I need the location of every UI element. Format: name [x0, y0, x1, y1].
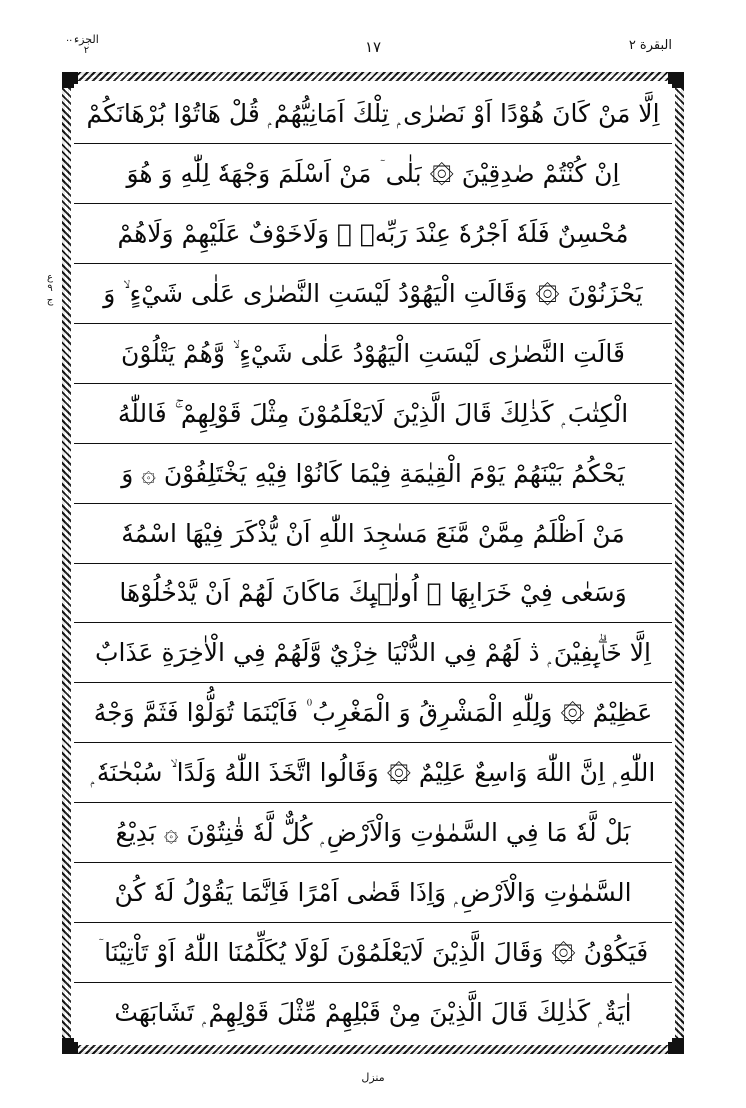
decorative-border-frame	[62, 72, 684, 1054]
verse-line-text: اٰيَةٌ ۭ كَذٰلِكَ قَالَ الَّذِيْنَ مِنْ قَبْلِهِمْ مِّثْلَ قَوْلِهِمْ ۭ تَشَابَهَتْ	[114, 998, 632, 1028]
verse-line-text: السَّمٰوٰتِ وَالْاَرْضِ ۭ وَاِذَا قَضٰى اَمْرًا فَاِنَّمَا يَقُوْلُ لَهٗ كُنْ	[114, 878, 632, 908]
verse-line-text: يَحْكُمُ بَيْنَهُمْ يَوْمَ الْقِيٰمَةِ فِيْمَا كَانُوْا فِيْهِ يَخْتَلِفُوْنَ ۞ وَ	[121, 458, 625, 488]
verse-line-text: قَالَتِ النَّصٰرٰى لَيْسَتِ الْيَهُوْدُ عَلٰى شَيْءٍ ۙ وَّهُمْ يَتْلُوْنَ	[121, 338, 625, 368]
verse-line-text: مُحْسِنٌ فَلَهٗ اَجْرُهٗ عِنْدَ رَبِّهٖ ۠ وَلَاخَوْفٌ عَلَيْهِمْ وَلَاهُمْ	[117, 218, 629, 248]
top-tick-mark: ··	[66, 36, 73, 47]
verse-line-text: فَيَكُوْنُ ۞ وَقَالَ الَّذِيْنَ لَايَعْلَمُوْنَ لَوْلَا يُكَلِّمُنَا اللّٰهُ اَوْ تَاْتِيْنَا ۤ	[97, 938, 649, 968]
juz-label-line1: الجزء	[74, 33, 99, 46]
page-number-label: ١٧	[364, 38, 382, 56]
verse-line-text: اِلَّا مَنْ كَانَ هُوْدًا اَوْ نَصٰرٰى ۭ تِلْكَ اَمَانِيُّهُمْ ۭ قُلْ هَاتُوْا بُرْهَانَكُمْ	[86, 98, 660, 128]
ruku-marker-line-3: ج	[46, 294, 54, 306]
verse-line	[74, 743, 672, 803]
verse-line-text: اللّٰهِ ۭ اِنَّ اللّٰهَ وَاسِعٌ عَلِيْمٌ ۞ وَقَالُوا اتَّخَذَ اللّٰهُ وَلَدًا ۙ سُبْحٰنَهٗ ۭ	[90, 758, 656, 788]
verse-line	[74, 384, 672, 444]
page-header	[60, 33, 686, 64]
verse-line	[74, 204, 672, 264]
ruku-marker-line-2: ٩	[47, 283, 53, 295]
surah-name-label: البقرة ٢	[628, 38, 672, 53]
verse-line	[74, 324, 672, 384]
verse-lines-container	[74, 84, 672, 1042]
verse-line-text: وَسَعٰى فِيْ خَرَابِهَا ۭ اُولٰۗىِٕكَ مَاكَانَ لَهُمْ اَنْ يَّدْخُلُوْهَا	[119, 578, 627, 608]
page-footer-marker: منزل	[361, 1071, 385, 1084]
verse-line	[74, 983, 672, 1042]
verse-line	[74, 923, 672, 983]
frame-left-band	[62, 75, 71, 1051]
verse-line	[74, 564, 672, 624]
verse-line	[74, 863, 672, 923]
verse-line	[74, 683, 672, 743]
verse-line-text: الْكِتٰبَ ۭ كَذٰلِكَ قَالَ الَّذِيْنَ لَايَعْلَمُوْنَ مِثْلَ قَوْلِهِمْ ۚ فَاللّٰهُ	[117, 398, 629, 428]
verse-line	[74, 803, 672, 863]
frame-bottom-band	[65, 1045, 681, 1054]
verse-line	[74, 623, 672, 683]
verse-line-text: اِنْ كُنْتُمْ صٰدِقِيْنَ ۞ بَلٰى ۤ مَنْ اَسْلَمَ وَجْهَهٗ لِلّٰهِ وَ هُوَ	[126, 158, 620, 188]
verse-line-text: مَنْ اَظْلَمُ مِمَّنْ مَّنَعَ مَسٰجِدَ اللّٰهِ اَنْ يُّذْكَرَ فِيْهَا اسْمُهٗ	[121, 518, 625, 548]
verse-line	[74, 444, 672, 504]
ruku-marker-line-1: ع	[47, 271, 53, 283]
juz-label	[74, 34, 99, 56]
ruku-side-marker	[40, 272, 60, 307]
verse-line-text: بَلْ لَّهٗ مَا فِي السَّمٰوٰتِ وَالْاَرْضِ ۭ كُلٌّ لَّهٗ قٰنِتُوْنَ ۞ بَدِيْعُ	[115, 818, 631, 848]
verse-line	[74, 264, 672, 324]
juz-label-line2: ٢	[83, 44, 90, 56]
frame-right-band	[675, 75, 684, 1051]
verse-line-text: عَظِيْمٌ ۞ وَلِلّٰهِ الْمَشْرِقُ وَ الْمَغْرِبُ ۠ فَاَيْنَمَا تُوَلُّوْا فَثَمَّ وَجْهُ	[93, 698, 653, 728]
frame-top-band	[65, 72, 681, 81]
verse-line	[74, 84, 672, 144]
verse-line-text: يَحْزَنُوْنَ ۞ وَقَالَتِ الْيَهُوْدُ لَيْسَتِ النَّصٰرٰى عَلٰى شَيْءٍ ۙ وَ	[103, 278, 643, 308]
verse-line-text: اِلَّا خَاۗىِٕفِيْنَ ۭ ڎ لَهُمْ فِي الدُّنْيَا خِزْيٌ وَّلَهُمْ فِي الْاٰخِرَةِ عَذَابٌ	[94, 638, 651, 668]
verse-line	[74, 144, 672, 204]
verse-line	[74, 504, 672, 564]
